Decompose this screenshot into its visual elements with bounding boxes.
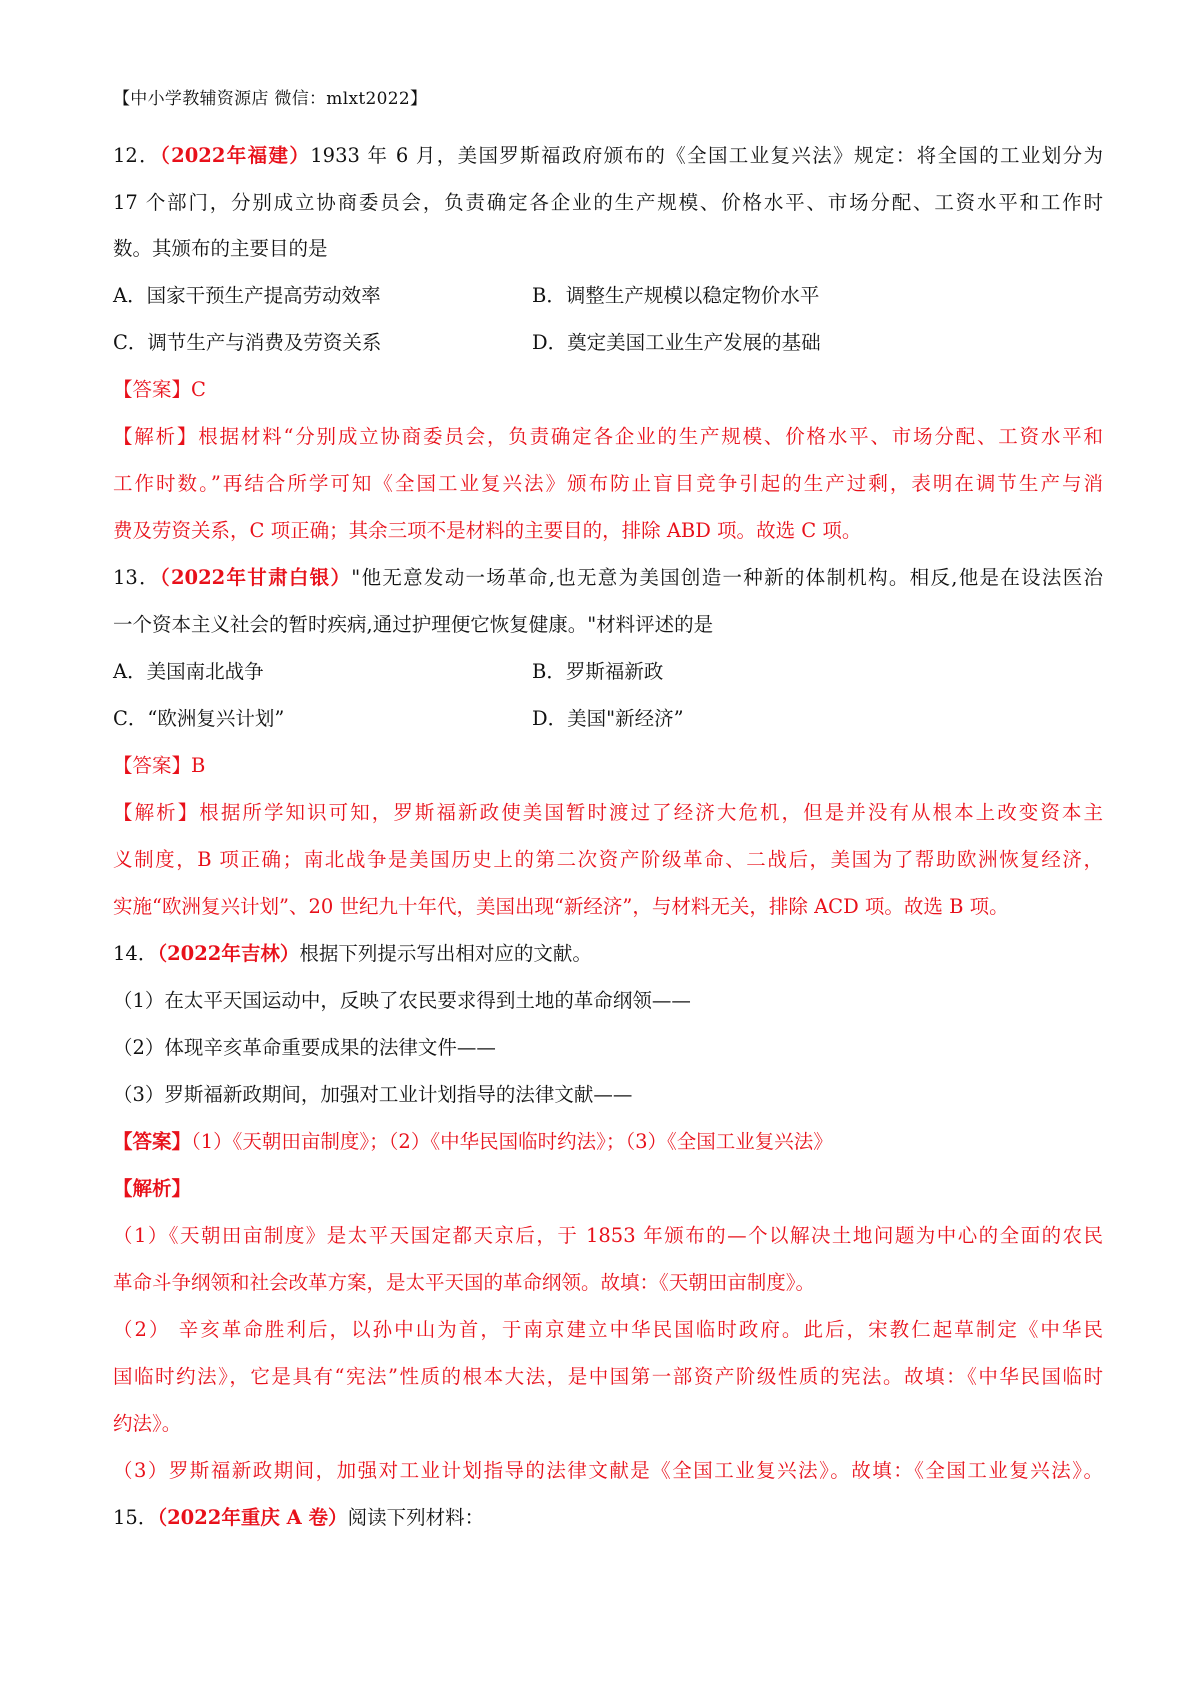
q15-stem-text-1: 阅读下列材料：	[347, 1506, 485, 1529]
q12-option-b: B．调整生产规模以稳定物价水平	[532, 284, 820, 307]
q13-source: （2022年甘肃白银）	[159, 566, 352, 589]
q12-stem-line-3: 数。其颁布的主要目的是	[113, 237, 328, 260]
q13-analysis-line-2: 义制度，B 项正确；南北战争是美国历史上的第二次资产阶级革命、二战后，美国为了帮助欧洲恢复经济，	[113, 848, 1103, 871]
q14-analysis-line-1: （1）《天朝田亩制度》是太平天国定都天京后，于 1853 年颁布的—个以解决土地问题为中心的全面的农民	[113, 1224, 1103, 1247]
q13-stem-line-2: 一个资本主义社会的暂时疾病,通过护理便它恢复健康。"材料评述的是	[113, 613, 714, 636]
q13-option-b: B．罗斯福新政	[532, 660, 664, 683]
q15-source: （2022年重庆 A 卷）	[157, 1506, 348, 1529]
q14-analysis-line-4: 国临时约法》，它是具有“宪法”性质的根本大法，是中国第一部资产阶级性质的宪法。故填：《中华民国临时	[113, 1365, 1103, 1388]
q14-analysis-line-5: 约法》。	[113, 1412, 182, 1435]
q14-number: 14．	[113, 942, 158, 965]
q12-stem-line-1	[113, 142, 1103, 170]
q13-analysis-line-1: 【解析】根据所学知识可知，罗斯福新政使美国暂时渡过了经济大危机，但是并没有从根本上改变资本主	[113, 801, 1103, 824]
q12-source: （2022年福建）	[160, 144, 311, 167]
q14-answer-text: （1）《天朝田亩制度》；（2）《中华民国临时约法》；（3）《全国工业复兴法》	[191, 1130, 833, 1153]
q12-analysis-line-2: 工作时数。”再结合所学可知《全国工业复兴法》颁布防止盲目竞争引起的生产过剩，表明在调节生产与消	[113, 472, 1103, 495]
page-header: 【中小学教辅资源店 微信：mlxt2022】	[113, 89, 428, 109]
q14-source: （2022年吉林）	[157, 942, 300, 965]
q12-number: 12．	[113, 144, 161, 167]
q14-answer	[113, 1128, 833, 1156]
q12-stem-text-1: 1933 年 6 月，美国罗斯福政府颁布的《全国工业复兴法》规定：将全国的工业划分为	[310, 144, 1103, 167]
q14-item-1: （1）在太平天国运动中，反映了农民要求得到土地的革命纲领——	[113, 989, 691, 1012]
q14-item-2: （2）体现辛亥革命重要成果的法律文件——	[113, 1036, 496, 1059]
q14-item-3: （3）罗斯福新政期间，加强对工业计划指导的法律文献——	[113, 1083, 633, 1106]
q13-option-d: D．美国"新经济”	[532, 707, 684, 730]
q14-analysis-line-3: （2） 辛亥革命胜利后，以孙中山为首，于南京建立中华民国临时政府。此后，宋教仁起草制定《中华民	[113, 1318, 1103, 1341]
q12-option-a: A．国家干预生产提高劳动效率	[113, 284, 381, 307]
q14-analysis-line-2: 革命斗争纲领和社会改革方案，是太平天国的革命纲领。故填：《天朝田亩制度》。	[113, 1271, 816, 1294]
q13-option-a: A．美国南北战争	[113, 660, 264, 683]
q12-analysis-line-1: 【解析】根据材料“分别成立协商委员会，负责确定各企业的生产规模、价格水平、市场分配、工资水平和	[113, 425, 1103, 448]
q14-analysis-line-6: （3）罗斯福新政期间，加强对工业计划指导的法律文献是《全国工业复兴法》。故填：《全国工业复兴法》。	[113, 1459, 1103, 1482]
q13-analysis-line-3: 实施“欧洲复兴计划”、20 世纪九十年代，美国出现“新经济”，与材料无关，排除 ACD 项。故选 B 项。	[113, 895, 1009, 918]
q14-analysis-label: 【解析】	[113, 1177, 192, 1200]
q14-stem-line-1	[113, 940, 1103, 968]
q13-answer: 【答案】B	[113, 754, 206, 777]
q13-option-c: C．“欧洲复兴计划”	[113, 707, 285, 730]
q13-stem-text-1: "他无意发动一场革命,也无意为美国创造一种新的体制机构。相反,他是在设法医治	[351, 566, 1103, 589]
q13-number: 13．	[113, 566, 160, 589]
q15-number: 15．	[113, 1506, 158, 1529]
q12-stem-line-2: 17 个部门，分别成立协商委员会，负责确定各企业的生产规模、价格水平、市场分配、工资水平和工作时	[113, 191, 1103, 214]
q12-answer: 【答案】C	[113, 378, 206, 401]
q14-stem-text-1: 根据下列提示写出相对应的文献。	[299, 942, 592, 965]
q15-stem-line-1	[113, 1504, 1103, 1532]
q12-option-d: D．奠定美国工业生产发展的基础	[532, 331, 821, 354]
q12-analysis-line-3: 费及劳资关系，C 项正确；其余三项不是材料的主要目的，排除 ABD 项。故选 C 项。	[113, 519, 862, 542]
q12-option-c: C．调节生产与消费及劳资关系	[113, 331, 382, 354]
q13-stem-line-1	[113, 564, 1103, 592]
q14-answer-label: 【答案】	[113, 1130, 192, 1153]
